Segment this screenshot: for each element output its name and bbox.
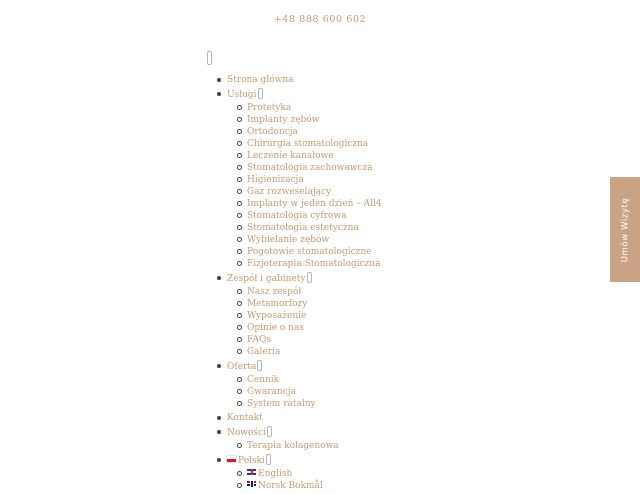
- menu-item-kontakt[interactable]: [227, 412, 382, 424]
- submenu-item[interactable]: Fizjoterapia Stomatologiczna: [247, 259, 381, 269]
- flag-uk-icon: [247, 469, 256, 475]
- submenu-toggle-button[interactable]: [258, 88, 263, 99]
- menu-item-uslugi[interactable]: [227, 88, 382, 270]
- menu-item-oferta[interactable]: [227, 360, 382, 410]
- submenu-nowosci: [247, 440, 382, 452]
- submenu-item[interactable]: System ratalny: [247, 398, 382, 410]
- menu-item-label[interactable]: Strona główna: [227, 75, 294, 85]
- submenu-item[interactable]: Wybielanie zębów: [247, 234, 382, 246]
- book-appointment-label[interactable]: Umów Wizytę: [620, 197, 630, 262]
- submenu-item[interactable]: Chirurgia stomatologiczna: [247, 138, 382, 150]
- submenu-item[interactable]: Nasz zespół: [247, 286, 382, 298]
- submenu-language: [247, 468, 382, 492]
- submenu-item[interactable]: Galeria: [247, 346, 382, 358]
- menu-item-home[interactable]: [227, 74, 382, 86]
- menu-item-label[interactable]: Usługi: [227, 90, 257, 100]
- flag-poland-icon: [227, 456, 236, 462]
- submenu-item[interactable]: Stomatologia estetyczna: [247, 222, 382, 234]
- menu-item-zespol[interactable]: [227, 272, 382, 358]
- submenu-item[interactable]: Implanty zębów: [247, 114, 382, 126]
- submenu-item[interactable]: Leczenie kanałowe: [247, 150, 382, 162]
- menu-item-label[interactable]: Kontakt: [227, 413, 263, 423]
- flag-norway-icon: [247, 481, 256, 487]
- menu-item-label[interactable]: Polski: [238, 456, 265, 466]
- submenu-item[interactable]: Stomatologia zachowawcza: [247, 162, 382, 174]
- submenu-item[interactable]: Gwarancja: [247, 386, 382, 398]
- menu-item-language[interactable]: [227, 454, 382, 492]
- language-label[interactable]: Norsk Bokmål: [258, 481, 323, 491]
- submenu-item[interactable]: Pogotowie stomatologiczne: [247, 246, 382, 258]
- submenu-oferta: [247, 374, 382, 410]
- menu-item-label[interactable]: Zespół i gabinety: [227, 274, 306, 284]
- submenu-item[interactable]: FAQs: [247, 334, 382, 346]
- submenu-toggle-button[interactable]: [307, 272, 312, 283]
- submenu-item[interactable]: Ortodoncja: [247, 126, 382, 138]
- language-option-norwegian[interactable]: [247, 480, 382, 492]
- submenu-toggle-button[interactable]: [257, 360, 262, 371]
- submenu-item[interactable]: Higienizacja: [247, 174, 382, 186]
- submenu-item[interactable]: Gaz rozweselający: [247, 186, 382, 198]
- submenu-item[interactable]: Cennik: [247, 374, 382, 386]
- submenu-item[interactable]: Protetyka: [247, 102, 382, 114]
- submenu-item[interactable]: Metamorfozy: [247, 298, 382, 310]
- menu-toggle-button[interactable]: [207, 51, 212, 65]
- submenu-item[interactable]: Terapia kolagenowa: [247, 440, 382, 452]
- menu-item-label[interactable]: Oferta: [227, 362, 257, 372]
- submenu-item[interactable]: Stomatologia cyfrowa: [247, 210, 382, 222]
- main-menu: [227, 74, 382, 494]
- submenu-item[interactable]: Wyposażenie: [247, 310, 382, 322]
- menu-item-nowosci[interactable]: [227, 426, 382, 452]
- language-option-english[interactable]: [247, 468, 382, 480]
- submenu-toggle-button[interactable]: [266, 454, 271, 465]
- book-appointment-tab[interactable]: [610, 177, 640, 282]
- submenu-toggle-button[interactable]: [267, 426, 272, 437]
- phone-number[interactable]: +48 888 600 602: [273, 14, 367, 25]
- menu-item-label[interactable]: Nowości: [227, 428, 266, 438]
- submenu-item[interactable]: Implanty w jeden dzień – All4: [247, 199, 382, 209]
- submenu-uslugi: [247, 102, 382, 270]
- submenu-item[interactable]: Opinie o nas: [247, 322, 382, 334]
- language-label[interactable]: English: [258, 469, 293, 479]
- submenu-zespol: [247, 286, 382, 358]
